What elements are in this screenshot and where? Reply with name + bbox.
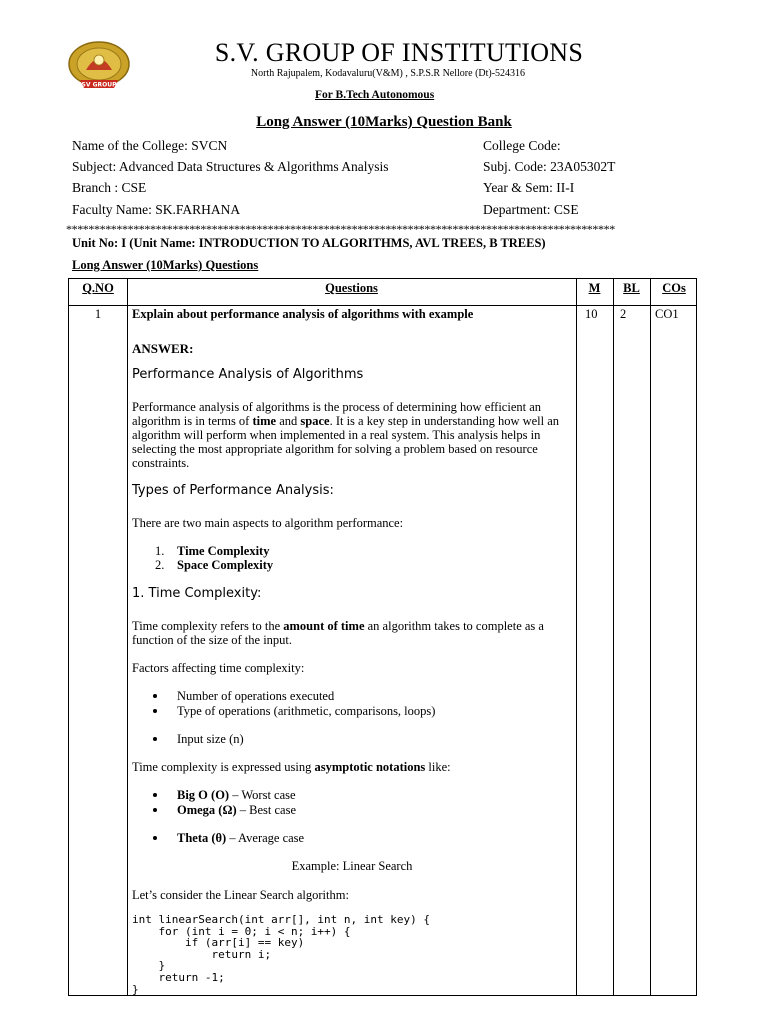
header-cos: COs <box>662 281 686 295</box>
college-name: Name of the College: SVCN <box>72 138 228 153</box>
code-block: int linearSearch(int arr[], int n, int key) { for (int i = 0; i < n; i++) { if (arr[i] == key) return i; } return -1; } <box>132 913 431 996</box>
svg-text:SV GROUP: SV GROUP <box>81 81 117 89</box>
question-table <box>68 278 697 996</box>
unit-title: Unit No: I (Unit Name: INTRODUCTION TO ALGORITHMS, AVL TREES, B TREES) <box>72 236 546 250</box>
paragraph-intro: Performance analysis of algorithms is the process of determining how efficient an algorithm is in terms of time and space. It is a key step in understanding how well an algorithm will perform when implemented in a real system. This analysis helps in selecting the most appropriate algorithm for solving a problem based on resource constraints. <box>132 400 560 470</box>
example-title: Example: Linear Search <box>291 859 413 873</box>
header-bl: BL <box>623 281 640 295</box>
paragraph-factors: Factors affecting time complexity: <box>132 661 305 675</box>
paragraph-notations: Time complexity is expressed using asymptotic notations like: <box>132 760 451 774</box>
question-text: Explain about performance analysis of algorithms with example <box>132 307 474 321</box>
cell-bl: 2 <box>620 307 627 321</box>
college-code: College Code: <box>483 138 561 153</box>
factors-list-cont <box>132 732 244 747</box>
institution-address: North Rajupalem, Kodavaluru(V&M) , S.P.S.R Nellore (Dt)-524316 <box>250 68 526 79</box>
subject-name: Subject: Advanced Data Structures & Algorithms Analysis <box>72 159 389 174</box>
column-divider <box>576 279 577 995</box>
subject-code: Subj. Code: 23A05302T <box>483 159 616 174</box>
heading-types: Types of Performance Analysis: <box>132 483 334 498</box>
branch: Branch : CSE <box>72 180 147 195</box>
paragraph-example-intro: Let’s consider the Linear Search algorithm: <box>132 888 349 902</box>
list-item: Type of operations (arithmetic, comparisons, loops) <box>132 704 435 719</box>
year-semester: Year & Sem: II-I <box>483 180 575 195</box>
paragraph-time-complexity: Time complexity refers to the amount of time an algorithm takes to complete as a function of the size of the input. <box>132 619 544 647</box>
institution-name: S.V. GROUP OF INSTITUTIONS <box>214 38 584 67</box>
department: Department: CSE <box>483 202 579 217</box>
heading-time-complexity: 1. Time Complexity: <box>132 586 262 601</box>
column-divider <box>613 279 614 995</box>
faculty-name: Faculty Name: SK.FARHANA <box>72 202 241 217</box>
list-item: Input size (n) <box>132 732 244 747</box>
notations-list <box>132 788 296 817</box>
document-title: Long Answer (10Marks) Question Bank <box>256 114 512 130</box>
factors-list <box>132 689 435 718</box>
section-heading: Long Answer (10Marks) Questions <box>72 258 259 272</box>
list-item: Theta (θ) – Average case <box>132 831 304 846</box>
cell-cos: CO1 <box>655 307 679 321</box>
cell-qno: 1 <box>94 307 102 321</box>
list-item: Number of operations executed <box>132 689 435 704</box>
header-divider <box>69 305 696 306</box>
separator-line: ************************************************************************************************** <box>66 222 615 236</box>
list-item: Big O (O) – Worst case <box>132 788 296 803</box>
column-divider <box>127 279 128 995</box>
list-item: Omega (Ω) – Best case <box>132 803 296 818</box>
aspects-list <box>132 544 273 572</box>
paragraph-aspects: There are two main aspects to algorithm performance: <box>132 516 404 530</box>
header-questions: Questions <box>325 281 378 295</box>
header-qno: Q.NO <box>82 281 114 295</box>
cell-marks: 10 <box>585 307 598 321</box>
notations-list-cont <box>132 831 304 846</box>
heading-performance-analysis: Performance Analysis of Algorithms <box>132 367 364 382</box>
column-divider <box>650 279 651 995</box>
program-subtitle: For B.Tech Autonomous <box>315 89 435 101</box>
header-marks: M <box>588 281 601 295</box>
list-item: 1. Time Complexity <box>155 544 270 558</box>
list-item: 2. Space Complexity <box>155 558 274 572</box>
answer-label: ANSWER: <box>132 341 194 356</box>
